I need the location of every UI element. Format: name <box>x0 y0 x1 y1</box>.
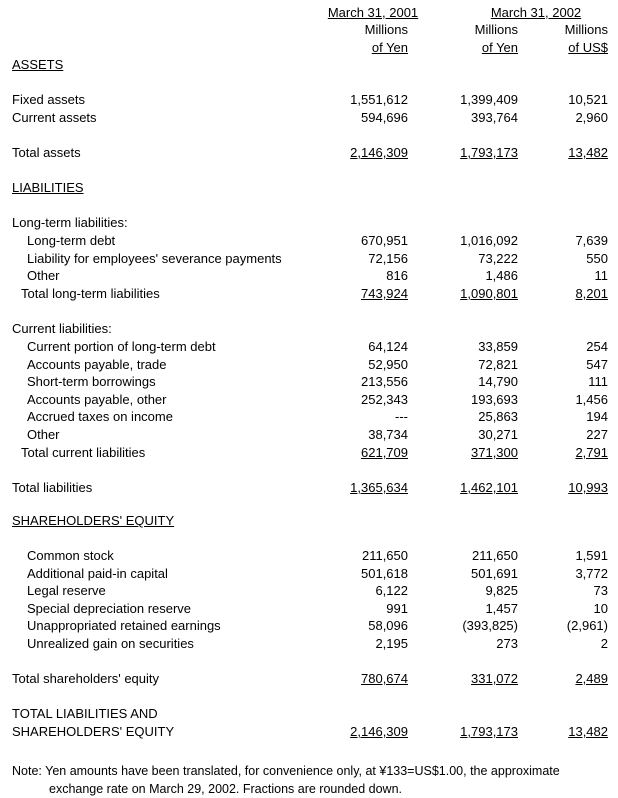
value-cell-col2: 211,650 <box>471 548 518 563</box>
value-cell-col2: 193,693 <box>471 392 518 407</box>
row-label: SHAREHOLDERS' EQUITY <box>12 724 175 739</box>
value-cell-col3: 2 <box>600 636 608 651</box>
value-cell-col1: 594,696 <box>361 110 408 125</box>
value-cell-col2: 1,457 <box>485 601 518 616</box>
value-cell-col1: 1,551,612 <box>350 92 408 107</box>
value-cell-col1: 213,556 <box>361 374 408 389</box>
row-label: Current portion of long-term debt <box>27 339 216 354</box>
value-cell-col1: 501,618 <box>361 566 408 581</box>
row-label: Total assets <box>12 145 81 160</box>
value-cell-col3: 8,201 <box>575 286 608 301</box>
value-cell-col3: 7,639 <box>575 233 608 248</box>
value-cell-col1: --- <box>395 409 408 424</box>
value-cell-col2: 1,793,173 <box>460 724 518 739</box>
row-label: Long-term liabilities: <box>12 215 128 230</box>
value-cell-col2: 393,764 <box>471 110 518 125</box>
row-label: Special depreciation reserve <box>27 601 192 616</box>
row-label: Accrued taxes on income <box>27 409 173 424</box>
value-cell-col2: 273 <box>496 636 518 651</box>
value-cell-col1: 991 <box>386 601 408 616</box>
value-cell-col3: (2,961) <box>566 618 608 633</box>
col3-unit-a: Millions <box>564 22 608 37</box>
value-cell-col2: 73,222 <box>478 251 518 266</box>
row-label: Accounts payable, other <box>27 392 167 407</box>
row-label: Long-term debt <box>27 233 116 248</box>
value-cell-col3: 11 <box>594 268 608 283</box>
value-cell-col3: 550 <box>586 251 608 266</box>
value-cell-col3: 10,993 <box>568 480 608 495</box>
value-cell-col2: 331,072 <box>471 671 518 686</box>
footnote-line-2: exchange rate on March 29, 2002. Fractions are rounded down. <box>49 782 402 796</box>
value-cell-col1: 670,951 <box>361 233 408 248</box>
value-cell-col2: 30,271 <box>478 427 518 442</box>
value-cell-col2: 72,821 <box>478 357 518 372</box>
value-cell-col2: 1,793,173 <box>460 145 518 160</box>
value-cell-col3: 2,489 <box>575 671 608 686</box>
value-cell-col2: 371,300 <box>471 445 518 460</box>
footnote-line-1: Note: Yen amounts have been translated, for convenience only, at ¥133=US$1.00, the approximate <box>12 764 560 778</box>
row-label: Accounts payable, trade <box>27 357 167 372</box>
section-heading: SHAREHOLDERS' EQUITY <box>12 513 175 528</box>
value-cell-col1: 816 <box>386 268 408 283</box>
row-label: Total long-term liabilities <box>21 286 160 301</box>
value-cell-col1: 64,124 <box>368 339 408 354</box>
value-cell-col1: 743,924 <box>361 286 408 301</box>
value-cell-col3: 227 <box>586 427 608 442</box>
value-cell-col1: 252,343 <box>361 392 408 407</box>
value-cell-col3: 13,482 <box>568 145 608 160</box>
row-label: TOTAL LIABILITIES AND <box>12 706 158 721</box>
value-cell-col1: 2,195 <box>375 636 408 651</box>
row-label: Short-term borrowings <box>27 374 156 389</box>
value-cell-col1: 621,709 <box>361 445 408 460</box>
value-cell-col1: 72,156 <box>368 251 408 266</box>
value-cell-col1: 1,365,634 <box>350 480 408 495</box>
section-heading: ASSETS <box>12 57 64 72</box>
value-cell-col3: 10,521 <box>568 92 608 107</box>
row-label: Additional paid-in capital <box>27 566 168 581</box>
value-cell-col2: 501,691 <box>471 566 518 581</box>
value-cell-col3: 2,960 <box>575 110 608 125</box>
value-cell-col2: 25,863 <box>478 409 518 424</box>
value-cell-col1: 2,146,309 <box>350 145 408 160</box>
col3-unit-b: of US$ <box>568 40 608 55</box>
value-cell-col3: 254 <box>586 339 608 354</box>
value-cell-col1: 2,146,309 <box>350 724 408 739</box>
row-label: Total shareholders' equity <box>12 671 160 686</box>
row-label: Other <box>27 427 60 442</box>
value-cell-col1: 780,674 <box>361 671 408 686</box>
value-cell-col2: 9,825 <box>485 583 518 598</box>
col1-unit-a: Millions <box>364 22 408 37</box>
row-label: Fixed assets <box>12 92 85 107</box>
col2-unit-b: of Yen <box>481 40 518 55</box>
value-cell-col2: 1,090,801 <box>460 286 518 301</box>
value-cell-col2: 14,790 <box>478 374 518 389</box>
col2-unit-a: Millions <box>474 22 518 37</box>
value-cell-col2: 33,859 <box>478 339 518 354</box>
value-cell-col1: 58,096 <box>368 618 408 633</box>
value-cell-col1: 211,650 <box>361 548 408 563</box>
value-cell-col3: 1,456 <box>575 392 608 407</box>
value-cell-col2: 1,486 <box>485 268 518 283</box>
value-cell-col2: 1,462,101 <box>460 480 518 495</box>
value-cell-col2: 1,399,409 <box>460 92 518 107</box>
value-cell-col3: 111 <box>588 374 608 389</box>
value-cell-col3: 1,591 <box>575 548 608 563</box>
value-cell-col3: 3,772 <box>575 566 608 581</box>
row-label: Unrealized gain on securities <box>27 636 194 651</box>
row-label: Unappropriated retained earnings <box>27 618 221 633</box>
section-heading: LIABILITIES <box>12 180 84 195</box>
value-cell-col1: 6,122 <box>375 583 408 598</box>
row-label: Current liabilities: <box>12 321 112 336</box>
row-label: Common stock <box>27 548 114 563</box>
value-cell-col2: (393,825) <box>462 618 518 633</box>
row-label: Total current liabilities <box>21 445 146 460</box>
value-cell-col1: 52,950 <box>368 357 408 372</box>
col1-unit-b: of Yen <box>371 40 408 55</box>
row-label: Other <box>27 268 60 283</box>
value-cell-col3: 10 <box>593 601 608 616</box>
header-date-2001: March 31, 2001 <box>327 5 419 20</box>
value-cell-col1: 38,734 <box>368 427 408 442</box>
value-cell-col2: 1,016,092 <box>460 233 518 248</box>
row-label: Liability for employees' severance payments <box>27 251 282 266</box>
footnote <box>12 762 602 798</box>
value-cell-col3: 73 <box>593 583 608 598</box>
value-cell-col3: 547 <box>586 357 608 372</box>
row-label: Legal reserve <box>27 583 106 598</box>
value-cell-col3: 2,791 <box>575 445 608 460</box>
row-label: Total liabilities <box>12 480 93 495</box>
row-label: Current assets <box>12 110 97 125</box>
value-cell-col3: 13,482 <box>568 724 608 739</box>
value-cell-col3: 194 <box>586 409 608 424</box>
header-date-2002: March 31, 2002 <box>490 5 582 20</box>
